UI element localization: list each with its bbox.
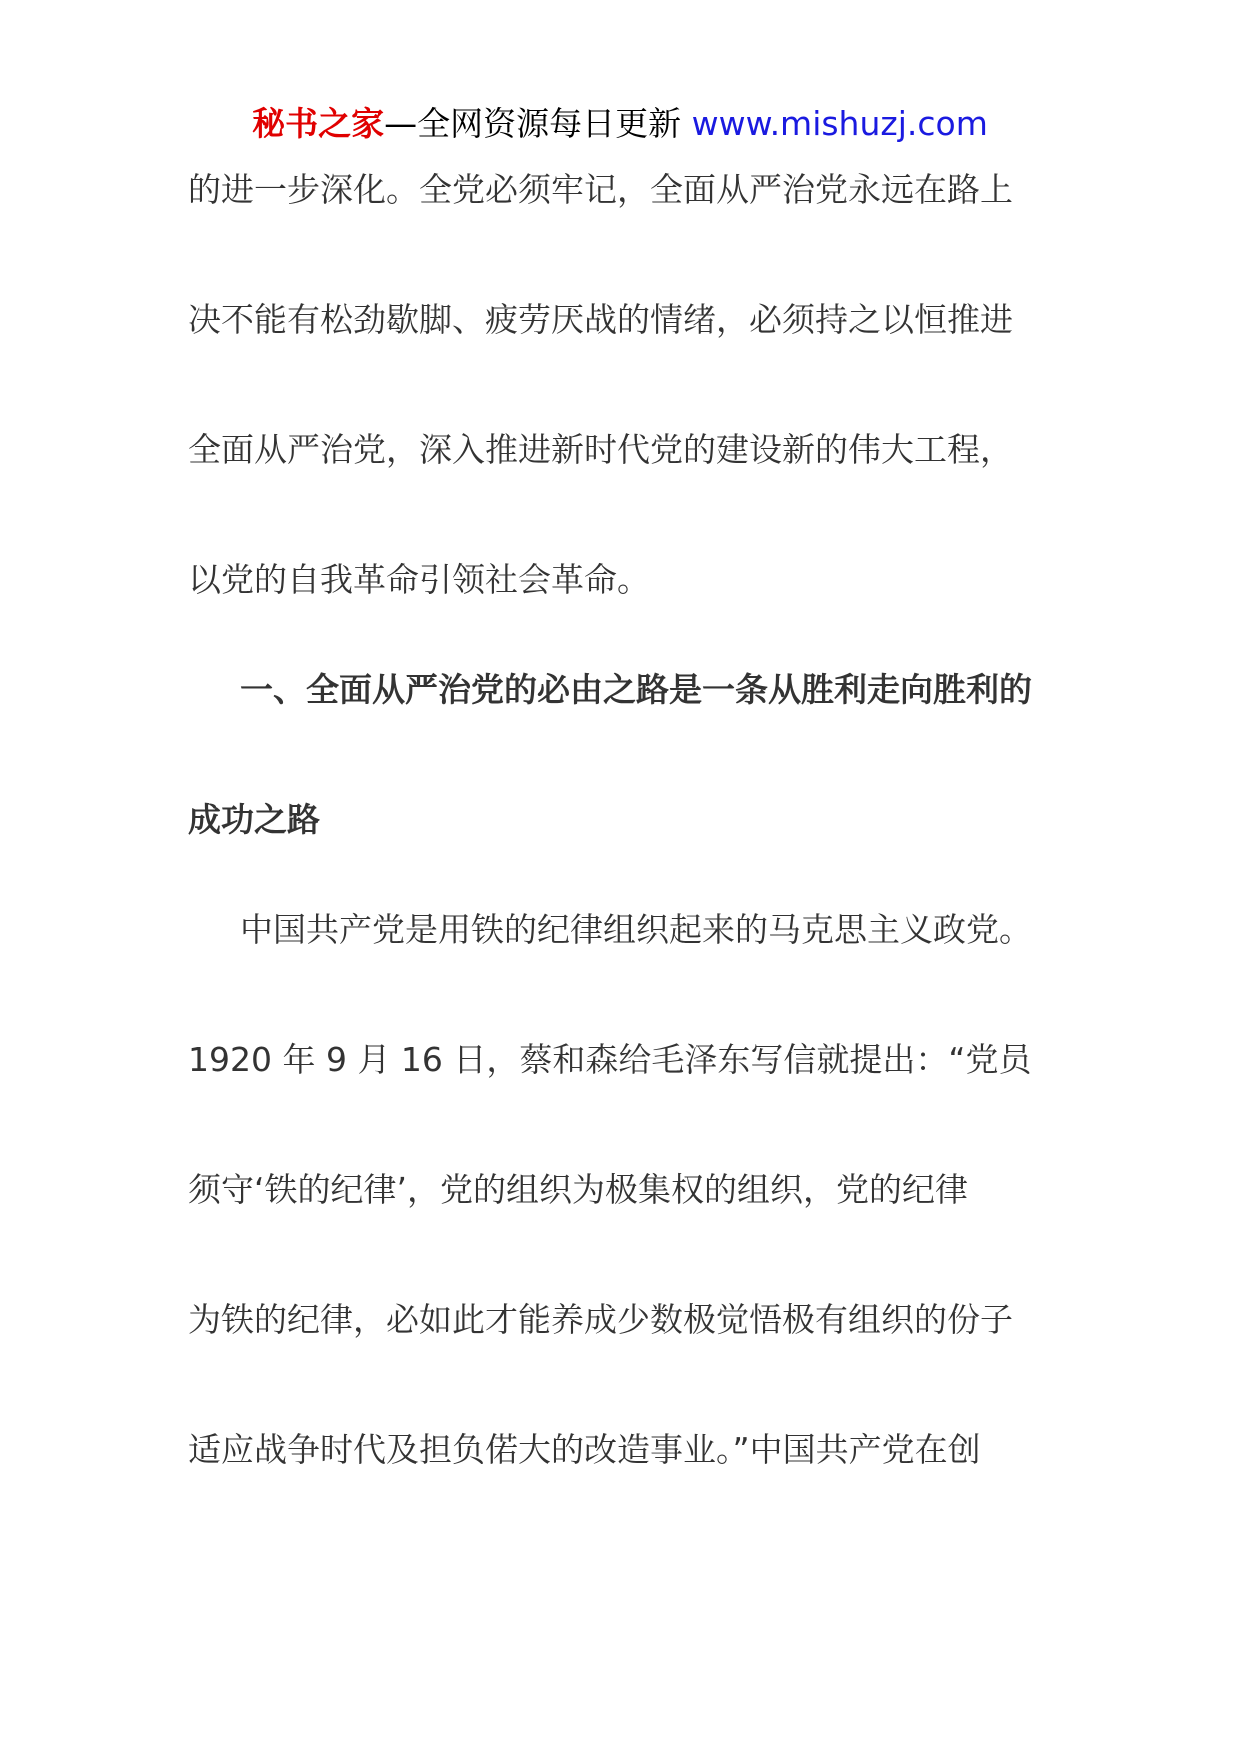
body-line: 全面从严治党，深入推进新时代党的建设新的伟大工程， <box>188 430 1013 469</box>
body-line: 须守‘铁的纪律’，党的组织为极集权的组织，党的纪律 <box>188 1170 968 1209</box>
body-line: 适应战争时代及担负偌大的改造事业。”中国共产党在创 <box>188 1430 981 1469</box>
body-line: 以党的自我革命引领社会革命。 <box>188 560 650 599</box>
brand-name: 秘书之家 <box>252 104 385 143</box>
header-tagline: —全网资源每日更新 <box>384 104 692 143</box>
site-header <box>0 98 1240 150</box>
section-heading-continued: 成功之路 <box>188 800 320 839</box>
section-heading: 一、全面从严治党的必由之路是一条从胜利走向胜利的 <box>240 670 1032 709</box>
body-line: 1920 年 9 月 16 日，蔡和森给毛泽东写信就提出：“党员 <box>188 1040 1032 1079</box>
body-line: 的进一步深化。全党必须牢记，全面从严治党永远在路上 <box>188 170 1013 209</box>
body-line: 为铁的纪律，必如此才能养成少数极觉悟极有组织的份子 <box>188 1300 1013 1339</box>
body-line: 决不能有松劲歇脚、疲劳厌战的情绪，必须持之以恒推进 <box>188 300 1013 339</box>
paragraph-start: 中国共产党是用铁的纪律组织起来的马克思主义政党。 <box>240 910 1032 949</box>
site-url-link[interactable]: www.mishuzj.com <box>691 104 988 143</box>
